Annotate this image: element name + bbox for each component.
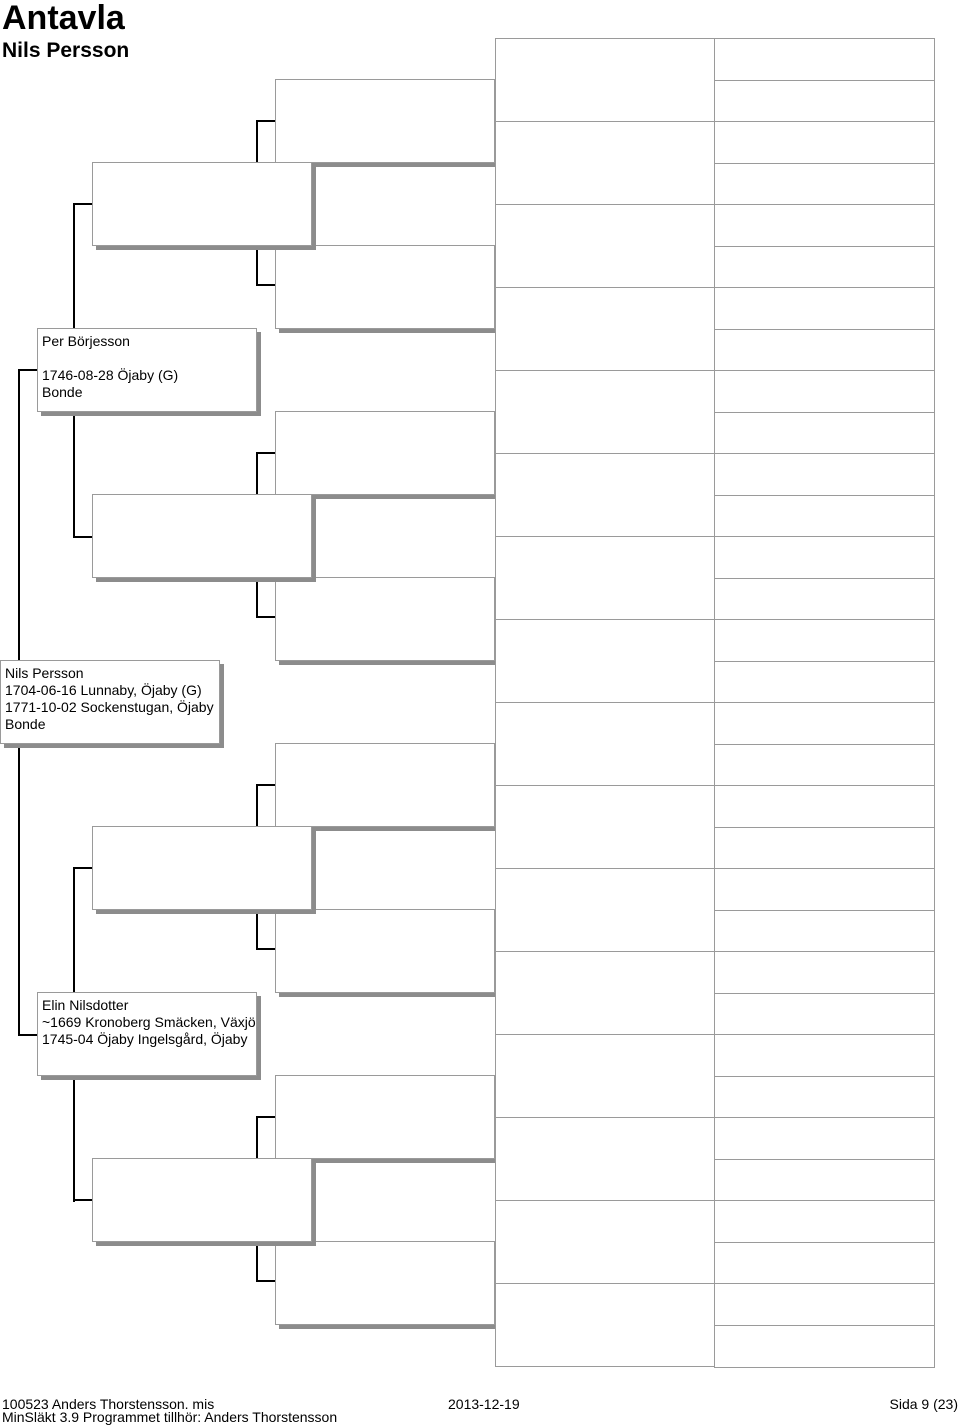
ancestor-cell[interactable] <box>714 993 935 1036</box>
connector-line <box>18 744 20 1036</box>
ancestor-box[interactable] <box>275 577 495 661</box>
ancestor-cell[interactable] <box>495 204 716 288</box>
ancestor-cell[interactable] <box>714 80 935 123</box>
footer-page: Sida 9 (23) <box>889 1396 958 1412</box>
ancestor-box[interactable] <box>92 162 312 246</box>
ancestor-cell[interactable] <box>495 619 716 703</box>
ancestor-cell[interactable] <box>495 38 716 122</box>
father-death: 1746-08-28 Öjaby (G) <box>42 367 179 383</box>
ancestor-cell[interactable] <box>714 1283 935 1326</box>
ancestor-box[interactable] <box>92 1158 312 1242</box>
ancestor-cell[interactable] <box>495 1117 716 1201</box>
ancestor-cell[interactable] <box>495 868 716 952</box>
footer-file: 100523 Anders Thorstensson. mis <box>2 1396 215 1412</box>
connector-line <box>256 1242 258 1282</box>
ancestor-box[interactable] <box>92 826 312 910</box>
connector-line <box>256 784 258 827</box>
connector-line <box>73 867 75 993</box>
connector-line <box>256 284 275 286</box>
ancestor-cell[interactable] <box>714 495 935 538</box>
connector-line <box>256 1116 275 1118</box>
connector-line <box>73 1199 92 1201</box>
ancestor-cell[interactable] <box>714 868 935 911</box>
ancestor-cell[interactable] <box>714 453 935 496</box>
ancestor-cell[interactable] <box>495 1200 716 1284</box>
ancestor-cell[interactable] <box>495 453 716 537</box>
connector-line <box>256 784 275 786</box>
connector-line <box>73 412 75 538</box>
connector-line <box>73 1076 75 1202</box>
father-name: Per Börjesson <box>42 333 130 349</box>
ancestor-cell[interactable] <box>495 951 716 1035</box>
connector-line <box>256 616 275 618</box>
ancestor-cell[interactable] <box>495 370 716 454</box>
ancestor-cell[interactable] <box>495 1034 716 1118</box>
root-death: 1771-10-02 Sockenstugan, Öjaby <box>5 699 214 715</box>
connector-line <box>18 1034 37 1036</box>
father-box[interactable] <box>37 328 257 412</box>
ancestor-cell[interactable] <box>495 121 716 205</box>
page-subtitle: Nils Persson <box>2 39 130 62</box>
ancestor-box[interactable] <box>92 494 312 578</box>
connector-line <box>256 246 258 286</box>
connector-line <box>18 369 20 661</box>
ancestor-cell[interactable] <box>714 1242 935 1285</box>
ancestor-box[interactable] <box>275 743 495 827</box>
root-occupation: Bonde <box>5 716 46 732</box>
connector-line <box>73 867 92 869</box>
connector-line <box>256 452 258 495</box>
mother-death: 1745-04 Öjaby Ingelsgård, Öjaby <box>42 1031 248 1047</box>
ancestor-cell[interactable] <box>714 163 935 206</box>
ancestor-cell[interactable] <box>714 1200 935 1243</box>
father-occupation: Bonde <box>42 384 83 400</box>
ancestor-cell[interactable] <box>495 1283 716 1367</box>
connector-line <box>256 948 275 950</box>
connector-line <box>73 203 75 329</box>
footer-program: MinSläkt 3.9 Programmet tillhör: Anders Thorstensson <box>2 1409 338 1425</box>
ancestor-box[interactable] <box>275 79 495 163</box>
ancestor-cell[interactable] <box>714 1117 935 1160</box>
ancestor-cell[interactable] <box>495 536 716 620</box>
ancestor-cell[interactable] <box>714 329 935 372</box>
connector-line <box>73 203 92 205</box>
ancestor-cell[interactable] <box>714 246 935 289</box>
mother-birth: ~1669 Kronoberg Smäcken, Växjö <box>42 1014 256 1030</box>
root-person-box[interactable] <box>0 660 220 744</box>
connector-line <box>256 120 258 163</box>
ancestor-box[interactable] <box>275 411 495 495</box>
ancestor-cell[interactable] <box>714 1076 935 1119</box>
footer-date: 2013-12-19 <box>448 1396 520 1412</box>
ancestor-cell[interactable] <box>714 910 935 953</box>
connector-line <box>256 120 275 122</box>
root-name: Nils Persson <box>5 665 84 681</box>
ancestor-box[interactable] <box>275 245 495 329</box>
ancestor-cell[interactable] <box>714 578 935 621</box>
father-birth <box>42 350 252 367</box>
ancestor-cell[interactable] <box>714 38 935 81</box>
ancestor-cell[interactable] <box>495 287 716 371</box>
ancestor-box[interactable] <box>275 909 495 993</box>
connector-line <box>256 910 258 950</box>
connector-line <box>256 1280 275 1282</box>
ancestor-cell[interactable] <box>714 204 935 247</box>
mother-name: Elin Nilsdotter <box>42 997 129 1013</box>
ancestor-cell[interactable] <box>714 702 935 745</box>
ancestor-cell[interactable] <box>714 619 935 662</box>
mother-box[interactable] <box>37 992 257 1076</box>
connector-line <box>256 578 258 618</box>
ancestor-box[interactable] <box>275 1241 495 1325</box>
connector-line <box>256 1116 258 1159</box>
ancestor-cell[interactable] <box>714 536 935 579</box>
ancestor-cell[interactable] <box>714 1159 935 1202</box>
ancestor-cell[interactable] <box>714 785 935 828</box>
ancestor-cell[interactable] <box>714 370 935 413</box>
ancestor-cell[interactable] <box>495 702 716 786</box>
ancestor-cell[interactable] <box>714 661 935 704</box>
ancestor-cell[interactable] <box>714 1325 935 1368</box>
ancestor-cell[interactable] <box>714 412 935 455</box>
ancestor-cell[interactable] <box>495 785 716 869</box>
root-birth: 1704-06-16 Lunnaby, Öjaby (G) <box>5 682 202 698</box>
ancestor-cell[interactable] <box>714 827 935 870</box>
connector-line <box>73 536 92 538</box>
ancestor-cell[interactable] <box>714 744 935 787</box>
ancestor-cell[interactable] <box>714 287 935 330</box>
ancestor-cell[interactable] <box>714 951 935 994</box>
ancestor-cell[interactable] <box>714 1034 935 1077</box>
connector-line <box>18 369 37 371</box>
ancestor-box[interactable] <box>275 1075 495 1159</box>
page-title: Antavla <box>2 0 125 37</box>
connector-line <box>256 452 275 454</box>
ancestor-cell[interactable] <box>714 121 935 164</box>
